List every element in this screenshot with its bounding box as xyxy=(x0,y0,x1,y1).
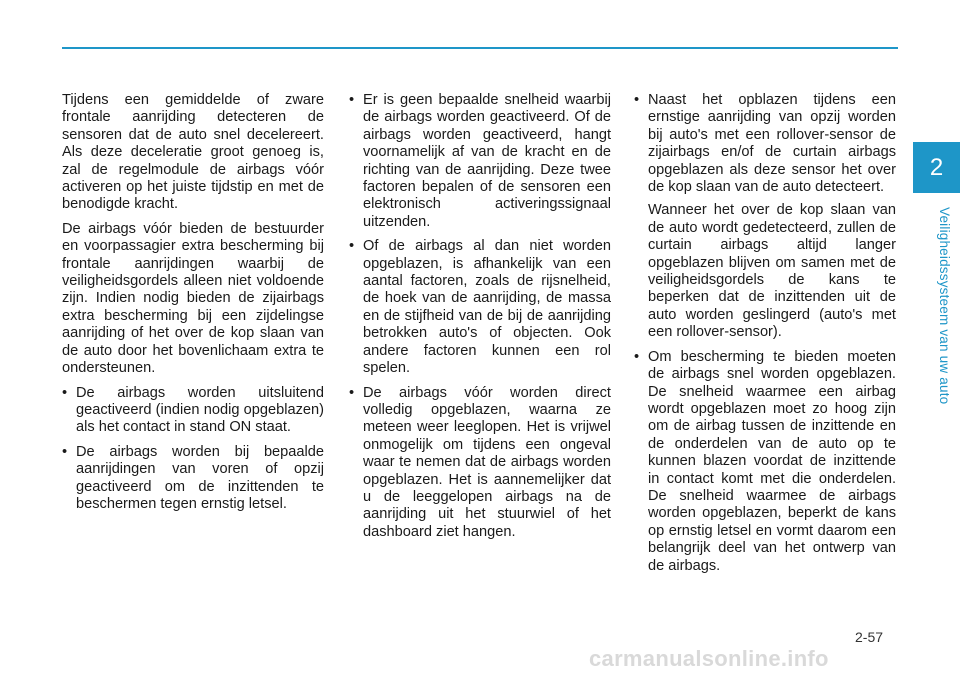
list-item-text: Om bescherming te bieden moeten de airbags snel worden opgeblazen. De snelheid waarmee een airbag wordt opgeblazen moet zo hoog zijn om de airbag tussen de inzittende en de onderdelen van de auto op te kunnen blazen voordat de inzittende in contact komt met die onderdelen. De snelheid waarmee de airbags worden opgeblazen, beperkt de kans op ernstig letsel en vormt daarom een belangrijk deel van het ontwerp van de airbags. xyxy=(648,348,896,574)
chapter-number: 2 xyxy=(929,153,944,181)
list-item-text: De airbags vóór worden direct volledig opgeblazen, waarna ze meteen weer leeglopen. Het is vrijwel onmogelijk om tijdens een ongeval waar te nemen dat de airbags worden opgeblazen. Het is aannemelijker dat u de leeggelopen airbags na de aanrijding uit het stuurwiel of het dashboard ziet hangen. xyxy=(363,384,611,540)
list-item xyxy=(634,92,896,342)
bullet-list xyxy=(349,92,611,541)
list-item-text: Of de airbags al dan niet worden opgeblazen, is afhankelijk van een aantal factoren, zoals de rijsnelheid, de hoek van de aanrijding, de massa en de stijfheid van de bij de aanrijding betrokken auto's of objecten. Ook andere factoren kunnen een rol spelen. xyxy=(363,238,611,377)
list-item xyxy=(62,444,324,514)
bullet-icon: • xyxy=(62,384,68,401)
list-item-text: De airbags worden bij bepaalde aanrijdingen van voren of opzij geactiveerd om de inzittenden te beschermen tegen ernstig letsel. xyxy=(76,443,324,512)
paragraph: De airbags vóór bieden de bestuurder en voorpassagier extra bescherming bij frontale aanrijdingen waarbij de veiligheidsgordels alleen niet voldoende zijn. Indien nodig bieden de zijairbags extra bescherming bij een zijdelingse aanrijding of het over de kop slaan van de auto door het bovenlichaam extra te ondersteunen. xyxy=(62,220,324,377)
list-item xyxy=(349,238,611,377)
list-item-text: Er is geen bepaalde snelheid waarbij de airbags worden geactiveerd. Of de airbags worden geactiveerd, hangt voornamelijk af van de kracht en de richting van de aanrijding. Deze twee factoren bepalen of de sensoren een elektronisch activeringssignaal uitzenden. xyxy=(363,92,611,230)
list-item-text: Naast het opblazen tijdens een ernstige aanrijding van opzij worden bij auto's met een rollover-sensor de zijairbags en/of de curtain airbags opgeblazen als deze sensor het over de kop slaan van de auto detecteert. xyxy=(648,92,896,196)
bullet-list xyxy=(634,92,896,575)
watermark: carmanualsonline.info xyxy=(589,646,829,671)
header-rule xyxy=(62,47,898,49)
bullet-icon: • xyxy=(634,92,640,108)
paragraph: Tijdens een gemiddelde of zware frontale aanrijding detecteren de sensoren dat de auto snel decelereert. Als deze deceleratie groot genoeg is, zal de regelmodule de airbags vóór activeren op het juiste tijdstip en met de benodigde kracht. xyxy=(62,92,324,213)
list-item xyxy=(634,349,896,575)
bullet-list xyxy=(62,385,324,514)
list-item-continuation: Wanneer het over de kop slaan van de auto wordt gedetecteerd, zullen de curtain airbags altijd langer opgeblazen blijven om samen met de veiligheidsgordels de kans te beperken dat de inzittenden uit de auto worden geslingerd (auto's met een rollover-sensor). xyxy=(648,202,896,341)
bullet-icon: • xyxy=(349,238,355,255)
chapter-tab xyxy=(913,142,960,193)
chapter-title: Veiligheidssysteem van uw auto xyxy=(937,207,952,405)
text-column-3 xyxy=(634,92,896,582)
bullet-icon: • xyxy=(349,384,355,401)
list-item xyxy=(62,385,324,437)
bullet-icon: • xyxy=(349,92,355,108)
text-column-2 xyxy=(349,92,611,548)
list-item xyxy=(349,92,611,231)
list-item-text: De airbags worden uitsluitend geactiveerd (indien nodig opgeblazen) als het contact in stand ON staat. xyxy=(76,384,324,436)
text-column-1 xyxy=(62,92,324,520)
page-number: 2-57 xyxy=(855,629,884,645)
bullet-icon: • xyxy=(62,443,68,460)
bullet-icon: • xyxy=(634,348,640,365)
list-item xyxy=(349,385,611,542)
